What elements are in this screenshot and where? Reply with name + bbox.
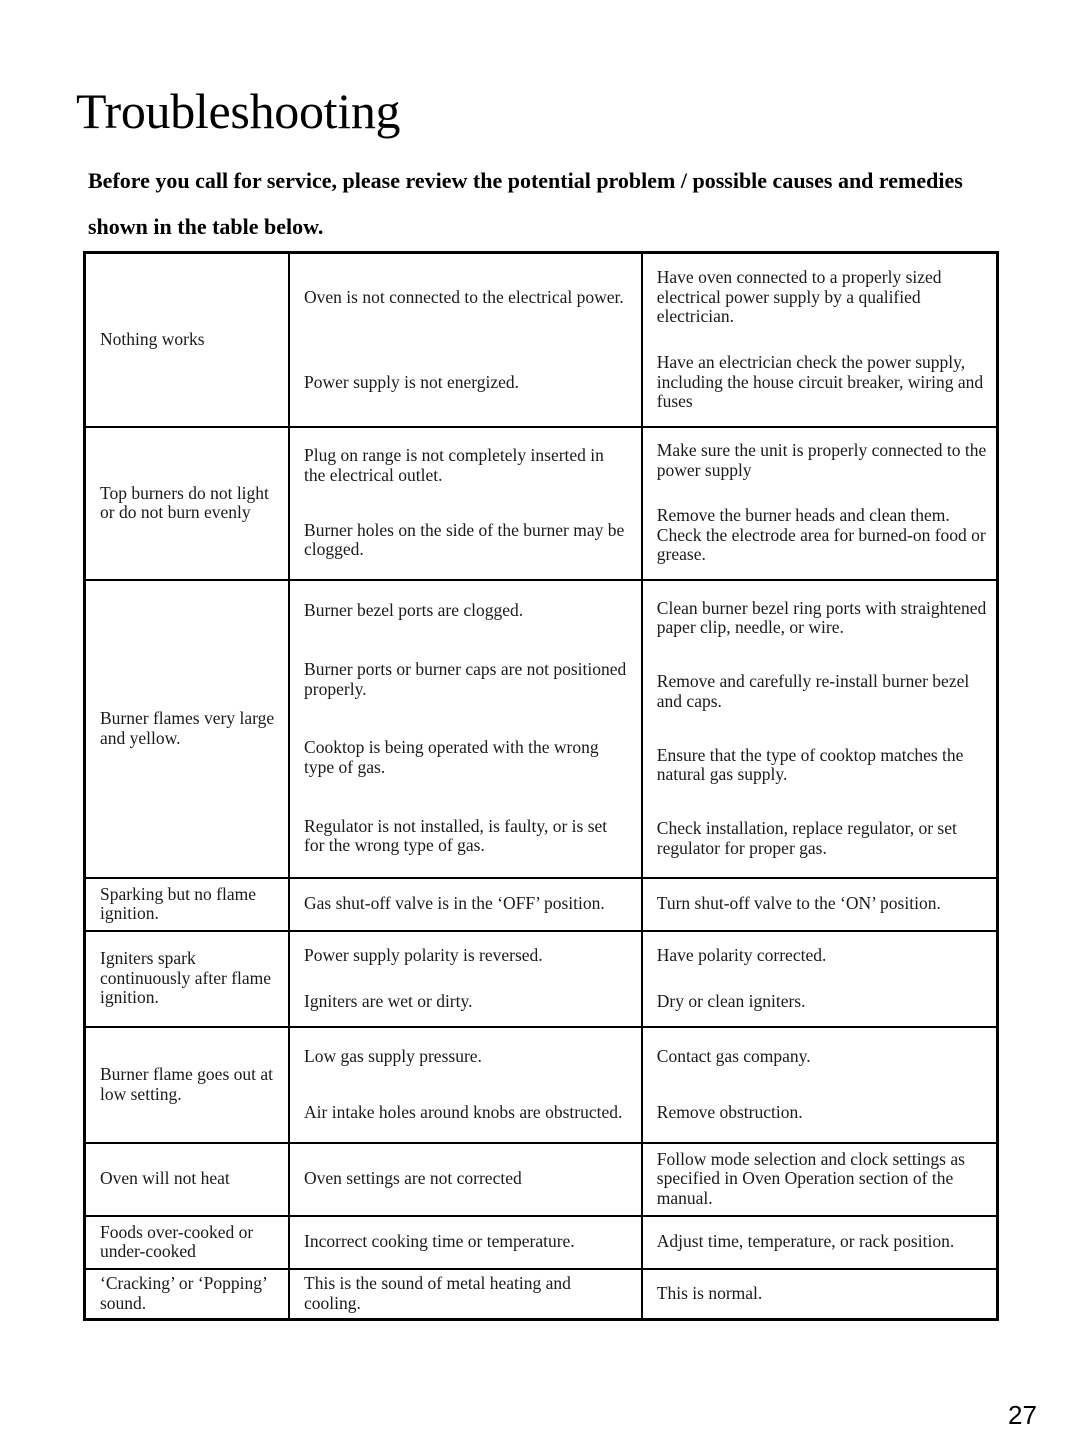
causes-cell xyxy=(289,1269,642,1320)
causes-cell xyxy=(289,1143,642,1216)
remedies-cell xyxy=(642,1216,998,1269)
table-row xyxy=(85,1216,998,1269)
cause-text: Oven is not connected to the electrical power. xyxy=(304,286,624,307)
remedy-text: This is normal. xyxy=(656,1283,763,1303)
problem-text: Sparking but no flame ignition. xyxy=(100,883,257,923)
problem-text: Foods over-cooked or under-cooked xyxy=(100,1221,254,1261)
problem-text: Burner flame goes out at low setting. xyxy=(100,1064,274,1104)
remedy-text: Clean burner bezel ring ports with straightened paper clip, needle, or wire. xyxy=(656,597,987,638)
cause-text: Burner bezel ports are clogged. xyxy=(304,600,524,621)
cause-text: Igniters are wet or dirty. xyxy=(304,990,473,1011)
problem-cell xyxy=(85,580,290,878)
problem-cell xyxy=(85,1269,290,1320)
problem-cell xyxy=(85,1216,290,1269)
problem-cell xyxy=(85,878,290,931)
causes-cell xyxy=(289,1216,642,1269)
page-title: Troubleshooting xyxy=(76,83,401,139)
problem-text: Burner flames very large and yellow. xyxy=(100,708,275,748)
table-row xyxy=(85,1027,998,1143)
remedies-cell xyxy=(642,878,998,931)
table-row xyxy=(85,931,998,1027)
remedy-text: Remove the burner heads and clean them. Check the electrode area for burned-on food or grease. xyxy=(656,505,986,565)
problem-cell xyxy=(85,253,290,427)
cause-text: Burner ports or burner caps are not positioned properly. xyxy=(304,659,627,699)
troubleshooting-table-body xyxy=(85,253,998,1320)
remedies-cell xyxy=(642,1269,998,1320)
causes-cell xyxy=(289,878,642,931)
remedy-text: Remove and carefully re-install burner bezel and caps. xyxy=(656,671,970,711)
table-row xyxy=(85,580,998,878)
table-row xyxy=(85,878,998,931)
remedies-cell xyxy=(642,1143,998,1216)
problem-text: Igniters spark continuously after flame ignition. xyxy=(100,948,272,1008)
cause-text: Oven settings are not corrected xyxy=(304,1168,522,1189)
remedies-cell xyxy=(642,580,998,878)
remedy-text: Adjust time, temperature, or rack position. xyxy=(656,1231,955,1252)
remedy-text: Dry or clean igniters. xyxy=(656,990,806,1011)
page-number: 27 xyxy=(1008,1400,1037,1430)
causes-cell xyxy=(289,427,642,580)
cause-text: This is the sound of metal heating and cooling. xyxy=(304,1273,571,1313)
table-row xyxy=(85,253,998,427)
cause-text: Incorrect cooking time or temperature. xyxy=(304,1231,575,1252)
remedy-text: Turn shut-off valve to the ‘ON’ position. xyxy=(656,893,941,914)
cause-text: Air intake holes around knobs are obstructed. xyxy=(304,1101,623,1122)
remedy-text: Have an electrician check the power supply, including the house circuit breaker, wiring and fuses xyxy=(656,352,984,411)
cause-text: Regulator is not installed, is faulty, or is set for the wrong type of gas. xyxy=(304,815,608,856)
problem-text: Oven will not heat xyxy=(100,1168,230,1189)
causes-cell xyxy=(289,580,642,878)
problem-cell xyxy=(85,1027,290,1143)
problem-text: Top burners do not light or do not burn evenly xyxy=(100,482,269,522)
cause-text: Power supply is not energized. xyxy=(304,371,520,392)
cause-text: Cooktop is being operated with the wrong type of gas. xyxy=(304,737,599,777)
problem-text: Nothing works xyxy=(100,329,205,349)
cause-text: Burner holes on the side of the burner may be clogged. xyxy=(304,519,625,560)
table-row xyxy=(85,1269,998,1320)
problem-cell xyxy=(85,1143,290,1216)
causes-cell xyxy=(289,931,642,1027)
remedy-text: Have polarity corrected. xyxy=(656,944,827,965)
intro-text: Before you call for service, please review the potential problem / possible causes and remedies shown in the table below. xyxy=(88,168,963,239)
remedy-text: Ensure that the type of cooktop matches the natural gas supply. xyxy=(656,744,964,785)
cause-text: Power supply polarity is reversed. xyxy=(304,944,543,965)
remedy-text: Check installation, replace regulator, or set regulator for proper gas. xyxy=(656,818,957,858)
problem-text: ‘Cracking’ or ‘Popping’ sound. xyxy=(100,1273,267,1313)
troubleshooting-table xyxy=(83,251,999,1321)
problem-cell xyxy=(85,427,290,580)
cause-text: Plug on range is not completely inserted in the electrical outlet. xyxy=(304,445,604,485)
causes-cell xyxy=(289,253,642,427)
remedy-text: Contact gas company. xyxy=(656,1045,811,1066)
remedies-cell xyxy=(642,1027,998,1143)
remedy-text: Follow mode selection and clock settings as specified in Oven Operation section of the manual. xyxy=(656,1148,965,1208)
remedies-cell xyxy=(642,427,998,580)
table-row xyxy=(85,427,998,580)
remedies-cell xyxy=(642,931,998,1027)
table-row xyxy=(85,1143,998,1216)
remedy-text: Remove obstruction. xyxy=(656,1101,803,1122)
remedies-cell xyxy=(642,253,998,427)
cause-text: Gas shut-off valve is in the ‘OFF’ position. xyxy=(304,893,605,914)
causes-cell xyxy=(289,1027,642,1143)
remedy-text: Have oven connected to a properly sized electrical power supply by a qualified electrician. xyxy=(656,267,942,326)
remedy-text: Make sure the unit is properly connected to the power supply xyxy=(656,440,987,480)
problem-cell xyxy=(85,931,290,1027)
cause-text: Low gas supply pressure. xyxy=(304,1045,482,1066)
